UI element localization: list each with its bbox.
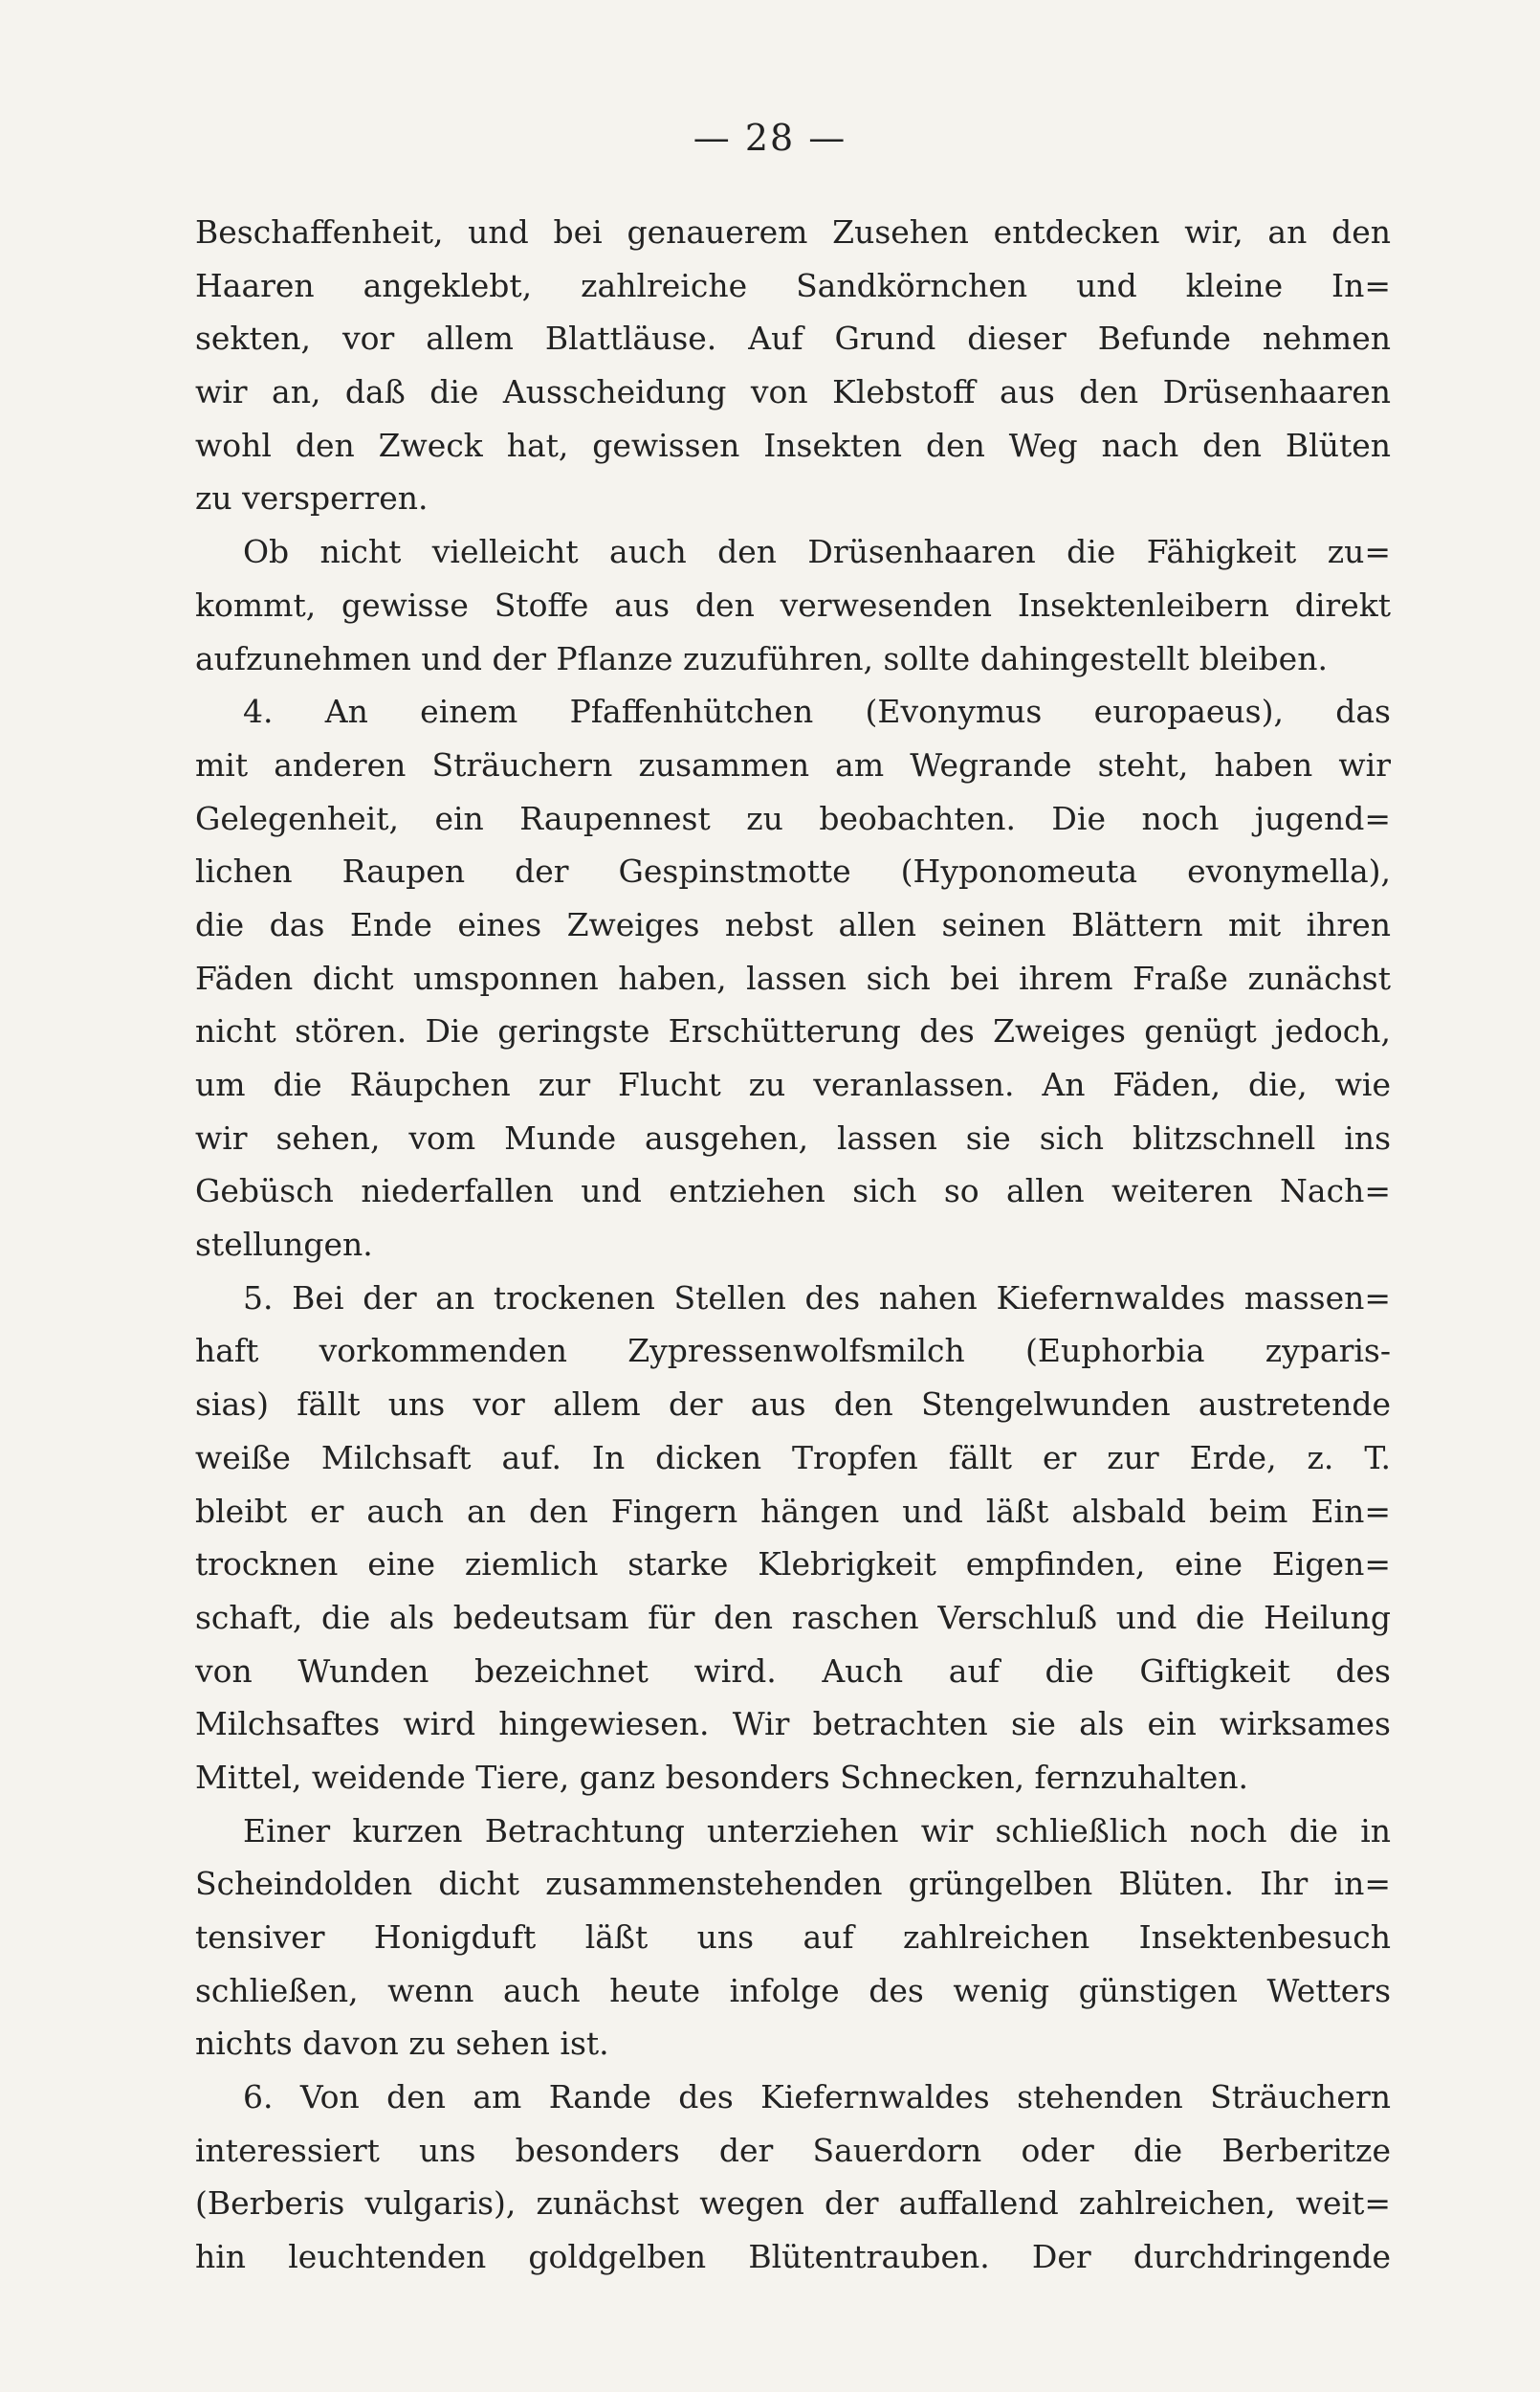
text-line: bleibt er auch an den Fingern hängen und läßt alsbald beim Ein=: [195, 1492, 1391, 1530]
text-line: (Berberis vulgaris), zunächst wegen der auffallend zahlreichen, weit=: [195, 2184, 1391, 2223]
text-line: sekten, vor allem Blattläuse. Auf Grund dieser Befunde nehmen: [195, 320, 1391, 358]
text-line: interessiert uns besonders der Sauerdorn oder die Berberitze: [195, 2131, 1391, 2169]
text-line: mit anderen Sträuchern zusammen am Wegrande steht, haben wir: [195, 745, 1391, 784]
text-line: sias) fällt uns vor allem der aus den Stengelwunden austretende: [195, 1385, 1391, 1424]
text-line: 4. An einem Pfaffenhütchen (Evonymus europaeus), das: [243, 693, 1391, 731]
text-line: Mittel, weidende Tiere, ganz besonders Schnecken, fernzuhalten.: [195, 1758, 1248, 1796]
text-line: wir an, daß die Ausscheidung von Klebstoff aus den Drüsenhaaren: [195, 373, 1391, 411]
page-number: — 28 —: [693, 117, 847, 159]
text-line: nicht stören. Die geringste Erschütterung des Zweiges genügt jedoch,: [195, 1012, 1391, 1051]
text-line: die das Ende eines Zweiges nebst allen seinen Blättern mit ihren: [195, 905, 1391, 943]
text-line: Milchsaftes wird hingewiesen. Wir betrachten sie als ein wirksames: [195, 1705, 1391, 1743]
text-line: Fäden dicht umsponnen haben, lassen sich bei ihrem Fraße zunächst: [195, 959, 1391, 997]
body-text: [195, 206, 1391, 2284]
text-line: nichts davon zu sehen ist.: [195, 2025, 609, 2063]
text-line: lichen Raupen der Gespinstmotte (Hyponomeuta evonymella),: [195, 853, 1391, 891]
text-line: haft vorkommenden Zypressenwolfsmilch (Euphorbia zyparis-: [195, 1332, 1391, 1370]
text-line: wohl den Zweck hat, gewissen Insekten den Weg nach den Blüten: [195, 426, 1391, 464]
text-line: um die Räupchen zur Flucht zu veranlassen. An Fäden, die, wie: [195, 1066, 1391, 1103]
text-line: weiße Milchsaft auf. In dicken Tropfen fällt er zur Erde, z. T.: [195, 1438, 1391, 1476]
text-line: wir sehen, vom Munde ausgehen, lassen sie sich blitzschnell ins: [195, 1118, 1391, 1157]
text-line: Gebüsch niederfallen und entziehen sich so allen weiteren Nach=: [195, 1172, 1391, 1210]
text-line: schaft, die als bedeutsam für den raschen Verschluß und die Heilung: [195, 1598, 1391, 1636]
text-line: schließen, wenn auch heute infolge des wenig günstigen Wetters: [195, 1971, 1391, 2009]
text-line: Ob nicht vielleicht auch den Drüsenhaaren die Fähigkeit zu=: [243, 533, 1391, 571]
text-line: hin leuchtenden goldgelben Blütentrauben. Der durchdringende: [195, 2238, 1391, 2276]
text-line: kommt, gewisse Stoffe aus den verwesenden Insektenleibern direkt: [195, 586, 1391, 624]
text-line: tensiver Honigduft läßt uns auf zahlreichen Insektenbesuch: [195, 1918, 1391, 1956]
text-line: Einer kurzen Betrachtung unterziehen wir schließlich noch die in: [243, 1811, 1391, 1849]
text-line: von Wunden bezeichnet wird. Auch auf die Giftigkeit des: [195, 1651, 1391, 1690]
text-line: Scheindolden dicht zusammenstehenden grüngelben Blüten. Ihr in=: [195, 1865, 1391, 1903]
text-line: Haaren angeklebt, zahlreiche Sandkörnchen und kleine In=: [195, 266, 1391, 304]
text-line: 6. Von den am Rande des Kiefernwaldes stehenden Sträuchern: [243, 2078, 1391, 2116]
text-line: stellungen.: [195, 1226, 373, 1264]
text-line: trocknen eine ziemlich starke Klebrigkeit empfinden, eine Eigen=: [195, 1545, 1391, 1584]
text-line: 5. Bei der an trockenen Stellen des nahen Kiefernwaldes massen=: [243, 1278, 1391, 1317]
text-line: Gelegenheit, ein Raupennest zu beobachten. Die noch jugend=: [195, 799, 1391, 837]
text-line: aufzunehmen und der Pflanze zuzuführen, sollte dahingestellt bleiben.: [195, 639, 1328, 677]
text-line: zu versperren.: [195, 479, 429, 518]
text-line: Beschaffenheit, und bei genauerem Zusehen entdecken wir, an den: [195, 213, 1391, 251]
